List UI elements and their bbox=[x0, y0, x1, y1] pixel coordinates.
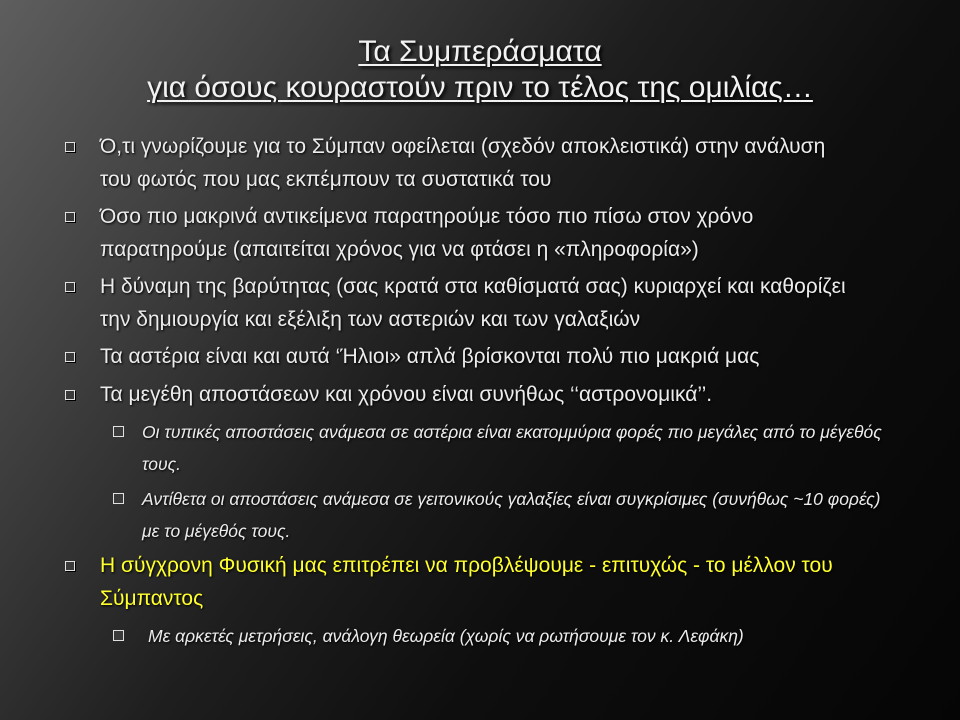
sub-bullet-item bbox=[0, 483, 902, 547]
checkbox-sub-bullet-icon bbox=[113, 493, 124, 504]
highlight-bullet-text: Η σύγχρονη Φυσική μας επιτρέπει να προβλέψουμε - επιτυχώς - το μέλλον του Σύμπαντος bbox=[100, 554, 833, 610]
bullet-item bbox=[0, 131, 860, 196]
checkbox-bullet-icon bbox=[65, 390, 75, 400]
checkbox-bullet-icon bbox=[65, 282, 75, 292]
checkbox-bullet-icon bbox=[65, 212, 75, 222]
slide-title bbox=[0, 34, 960, 106]
bullet-list bbox=[0, 131, 960, 655]
title-line-2: για όσους κουραστούν πριν το τέλος της ομιλίας… bbox=[147, 71, 813, 104]
checkbox-sub-bullet-icon bbox=[113, 426, 124, 437]
sub-bullet-item bbox=[0, 416, 902, 480]
bullet-item bbox=[0, 201, 860, 266]
checkbox-sub-bullet-icon bbox=[113, 630, 124, 641]
sub-bullet-text: Οι τυπικές αποστάσεις ανάμεσα σε αστέρια είναι εκατομμύρια φορές πιο μεγάλες από το μέγεθός τους. bbox=[142, 422, 882, 474]
bullet-item bbox=[0, 271, 860, 336]
bullet-item bbox=[0, 341, 860, 374]
bullet-text: Όσο πιο μακρινά αντικείμενα παρατηρούμε τόσο πιο πίσω στον χρόνο παρατηρούμε (απαιτείται χρόνος για να φτάσει η «πληροφορία») bbox=[100, 205, 754, 261]
sub-bullet-item bbox=[0, 620, 908, 652]
checkbox-bullet-icon bbox=[65, 561, 75, 571]
bullet-text: Ό,τι γνωρίζουμε για το Σύμπαν οφείλεται (σχεδόν αποκλειστικά) στην ανάλυση του φωτός που μας εκπέμπουν τα συστατικά του bbox=[100, 135, 826, 191]
highlight-bullet-item bbox=[0, 550, 860, 615]
checkbox-bullet-icon bbox=[65, 142, 75, 152]
bullet-text: Η δύναμη της βαρύτητας (σας κρατά στα καθίσματά σας) κυριαρχεί και καθορίζει την δημιουργία και εξέλιξη των αστεριών και των γαλαξιών bbox=[100, 275, 846, 331]
checkbox-bullet-icon bbox=[65, 352, 75, 362]
sub-bullet-text: Με αρκετές μετρήσεις, ανάλογη θεωρεία (χωρίς να ρωτήσουμε τον κ. Λεφάκη) bbox=[148, 626, 744, 646]
sub-bullet-text: Αντίθετα οι αποστάσεις ανάμεσα σε γειτονικούς γαλαξίες είναι συγκρίσιμες (συνήθως ~10 φορές) με το μέγεθός τους. bbox=[142, 489, 881, 541]
bullet-text: Τα μεγέθη αποστάσεων και χρόνου είναι συνήθως ‘‘αστρονομικά’’. bbox=[100, 382, 713, 406]
bullet-item bbox=[0, 379, 860, 412]
title-line-1: Τα Συμπεράσματα bbox=[358, 35, 602, 68]
bullet-text: Τα αστέρια είναι και αυτά ‘Ήλιοι» απλά βρίσκονται πολύ πιο μακριά μας bbox=[100, 345, 760, 368]
